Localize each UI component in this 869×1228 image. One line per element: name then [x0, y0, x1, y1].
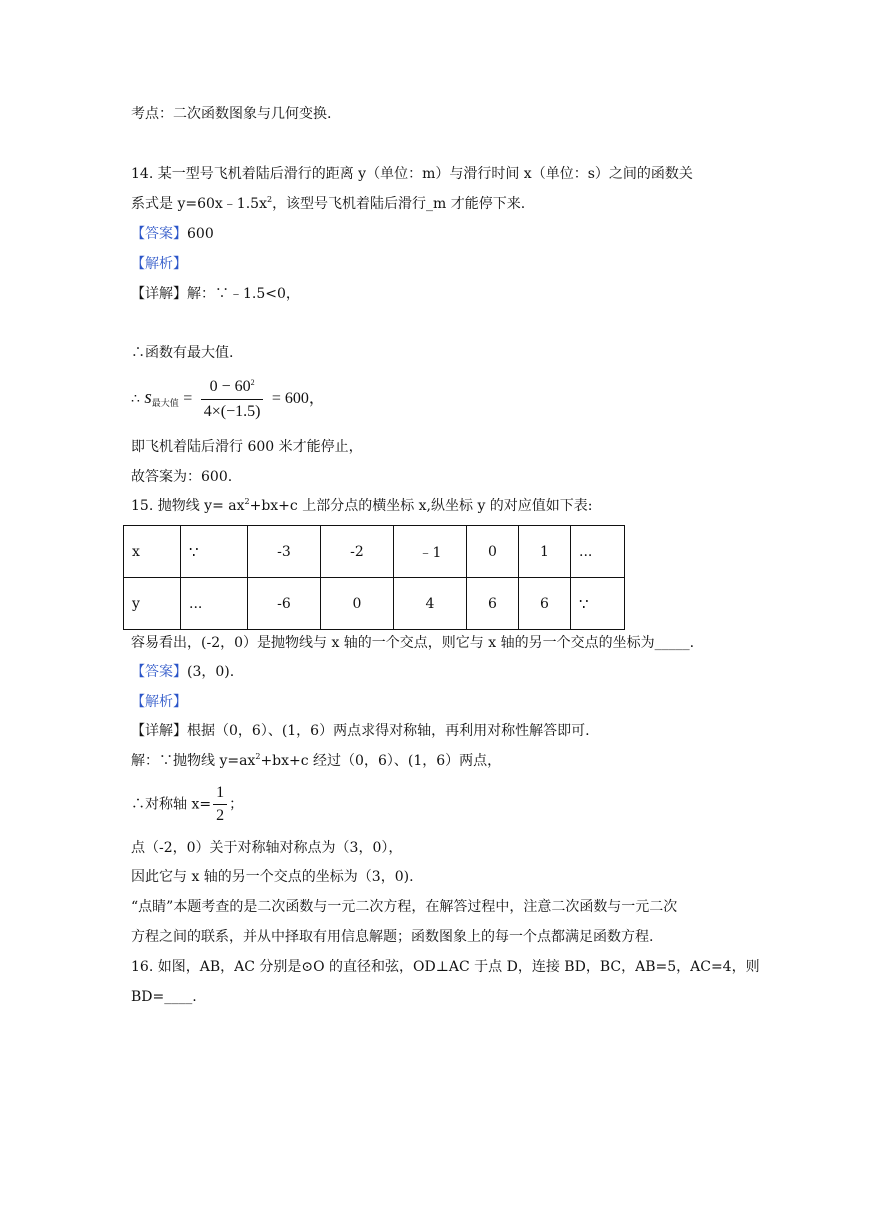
- q15-conclusion: 因此它与 x 轴的另一个交点的坐标为（3，0).: [131, 869, 414, 885]
- q14-detail: 【详解】解：∵﹣1.5<0，: [131, 286, 300, 302]
- q14-formula: [131, 374, 325, 422]
- s-subscript: 最大值: [151, 399, 179, 409]
- table-cell: ∵: [571, 578, 625, 630]
- axis-suffix: ；: [229, 796, 244, 813]
- q15-solution: [131, 751, 501, 771]
- table-cell: 4: [394, 578, 467, 630]
- kaodian-line: 考点：二次函数图象与几何变换.: [131, 106, 332, 122]
- q15-solution-a: 解：∵抛物线 y=ax: [131, 753, 256, 769]
- q14-text-line2-a: 系式是 y=60x﹣1.5x: [131, 196, 267, 212]
- q15-text-line2: 容易看出，(-2，0）是抛物线与 x 轴的一个交点，则它与 x 轴的另一个交点的坐标为_____.: [131, 635, 695, 651]
- q14-step3: 即飞机着陆后滑行 600 米才能停止，: [131, 439, 363, 455]
- q15-dianjing-line1: “点睛”本题考查的是二次函数与一元二次方程，在解答过程中，注意二次函数与一元二次: [131, 899, 678, 915]
- q14-step1: ∴函数有最大值.: [131, 345, 234, 361]
- table-cell: -2: [321, 526, 394, 578]
- table-cell: ...: [571, 526, 625, 578]
- q15-answer: (3，0).: [187, 664, 235, 680]
- table-cell: -3: [248, 526, 321, 578]
- table-row-y: [124, 578, 625, 630]
- q15-text-line1-b: +bx+c 上部分点的横坐标 x,纵坐标 y 的对应值如下表:: [249, 498, 593, 514]
- table-cell: ∵: [181, 526, 248, 578]
- table-cell: y: [124, 578, 181, 630]
- q15-axis-line: [131, 784, 243, 828]
- q14-text-line1: 14. 某一型号飞机着陆后滑行的距离 y（单位：m）与滑行时间 x（单位：s）之间的函数关: [131, 166, 693, 182]
- formula-denominator: 4×(−1.5): [203, 402, 261, 420]
- q15-symmetric-point: 点（-2，0）关于对称轴对称点为（3，0），: [131, 840, 403, 856]
- q14-analysis-tag: 【解析】: [131, 256, 187, 272]
- q14-text-line2: [131, 194, 525, 214]
- table-cell: 0: [321, 578, 394, 630]
- table-cell: 6: [467, 578, 519, 630]
- q16-text-line2: BD=____.: [131, 989, 197, 1005]
- numerator-exponent: 2: [250, 377, 255, 387]
- table-row-x: [124, 526, 625, 578]
- q14-exponent: 2: [266, 195, 273, 204]
- q15-solution-exponent: 2: [255, 752, 261, 761]
- axis-numerator: 1: [213, 784, 227, 805]
- q14-answer-tag: 【答案】: [131, 226, 187, 242]
- table-cell: ﹣1: [394, 526, 467, 578]
- q15-dianjing-line2: 方程之间的联系，并从中择取有用信息解题；函数图象上的每一个点都满足函数方程.: [131, 929, 654, 945]
- numerator-text: 0 − 60: [209, 377, 251, 395]
- q15-answer-line: [131, 662, 234, 682]
- q14-step4: 故答案为：600.: [131, 469, 233, 485]
- q15-text-line1: [131, 496, 593, 516]
- q15-exponent: 2: [244, 497, 250, 506]
- q15-answer-tag: 【答案】: [131, 664, 187, 680]
- formula-numerator: [201, 377, 264, 400]
- q15-detail: 【详解】根据（0，6）、(1，6）两点求得对称轴，再利用对称性解答即可.: [131, 723, 590, 739]
- formula-result: = 600，: [271, 390, 325, 407]
- table-cell: x: [124, 526, 181, 578]
- axis-prefix: ∴对称轴 x=: [131, 796, 212, 813]
- q14-text-line2-b: ，该型号飞机着陆后滑行_m 才能停下来.: [272, 196, 526, 212]
- table-cell: 0: [467, 526, 519, 578]
- q15-analysis-tag: 【解析】: [131, 694, 187, 710]
- q15-solution-b: +bx+c 经过（0，6）、(1，6）两点，: [260, 753, 502, 769]
- axis-denominator: 2: [216, 807, 225, 824]
- q14-answer: 600: [187, 226, 214, 242]
- q14-answer-line: [131, 224, 214, 244]
- therefore-symbol: ∴: [131, 391, 140, 407]
- s-variable: s: [144, 387, 152, 408]
- formula-equals: =: [183, 390, 193, 407]
- formula-fraction: [201, 377, 264, 422]
- q16-text-line1: 16. 如图，AB，AC 分别是⊙O 的直径和弦，OD⊥AC 于点 D，连接 BD，BC，AB=5，AC=4，则: [131, 959, 760, 975]
- table-cell: 1: [519, 526, 571, 578]
- values-table: [123, 525, 625, 630]
- table-cell: 6: [519, 578, 571, 630]
- table-cell: -6: [248, 578, 321, 630]
- axis-fraction: [213, 784, 227, 825]
- q15-text-line1-a: 15. 抛物线 y= ax: [131, 498, 245, 514]
- table-cell: ...: [181, 578, 248, 630]
